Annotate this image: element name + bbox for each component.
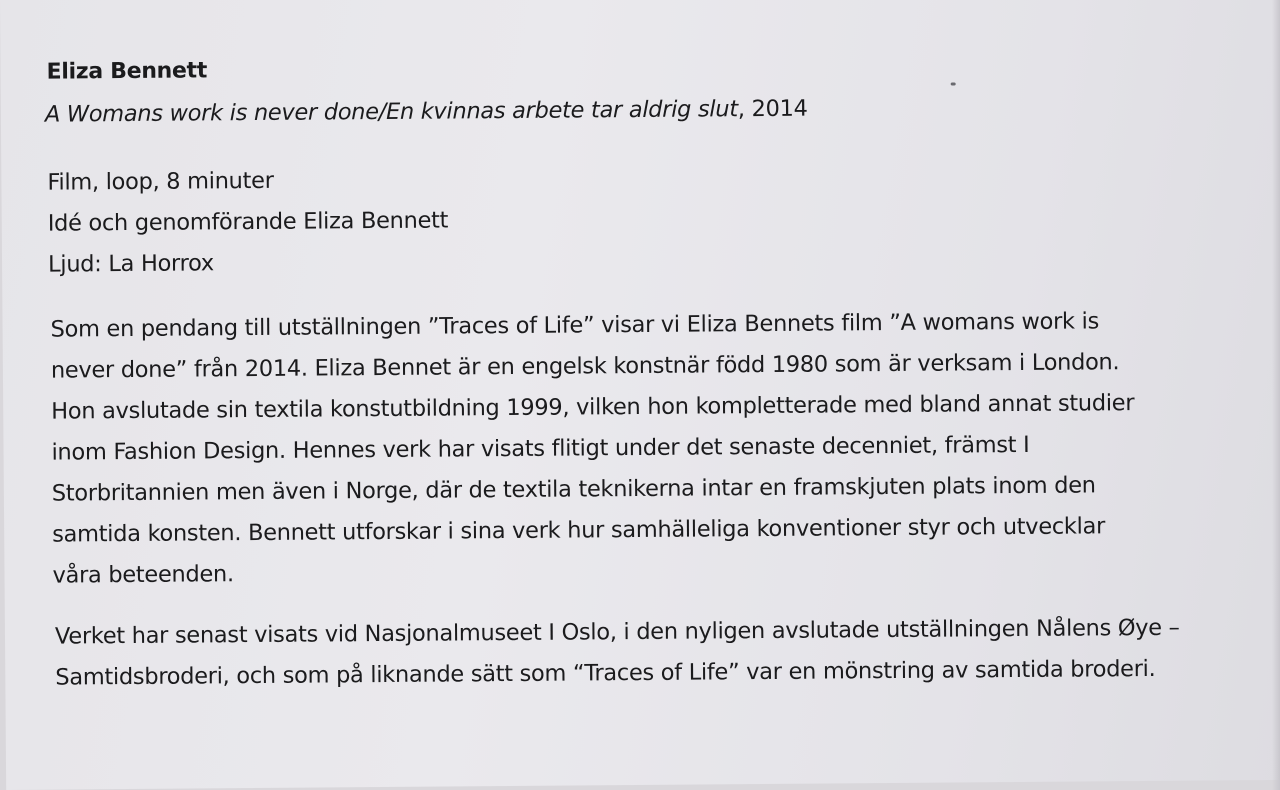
artwork-year: , 2014 <box>737 95 808 123</box>
paragraph1-line: Hon avslutade sin textila konstutbildning 1999, vilken hon kompletterade med bland annat studier <box>51 390 1135 425</box>
artwork-title: A Womans work is never done/En kvinnas arbete tar aldrig slut <box>44 96 738 128</box>
paragraph1-line: samtida konsten. Bennett utforskar i sina verk hur samhälleliga konventioner styr och utvecklar <box>52 513 1106 548</box>
paragraph1-line: Som en pendang till utställningen ”Traces of Life” visar vi Eliza Bennets film ”A womans work is <box>50 308 1100 343</box>
paragraph1-line: Storbritannien men även i Norge, där de textila teknikerna intar en framskjuten plats inom den <box>51 472 1096 507</box>
detail-line-concept: Idé och genomförande Eliza Bennett <box>47 207 449 237</box>
paragraph1-line: våra beteenden. <box>52 561 234 589</box>
artwork-title-line <box>45 96 808 128</box>
detail-line-medium: Film, loop, 8 minuter <box>47 167 274 196</box>
paragraph2-line: Samtidsbroderi, och som på liknande sätt som “Traces of Life” var en mönstring av samtida broderi. <box>55 655 1156 691</box>
paper-speck <box>951 82 956 85</box>
artist-name: Eliza Bennett <box>46 58 208 85</box>
detail-line-sound: Ljud: La Horrox <box>47 250 214 278</box>
paragraph1-line: inom Fashion Design. Hennes verk har visats flitigt under det senaste decenniet, främst I <box>51 431 1030 466</box>
paragraph1-line: never done” från 2014. Eliza Bennet är en engelsk konstnär född 1980 som är verksam i London. <box>50 349 1120 384</box>
paper-edge-shadow <box>1272 0 1280 790</box>
paragraph2-line: Verket har senast visats vid Nasjonalmuseet I Oslo, i den nyligen avslutade utställningen Nålens Øye – <box>54 614 1180 650</box>
